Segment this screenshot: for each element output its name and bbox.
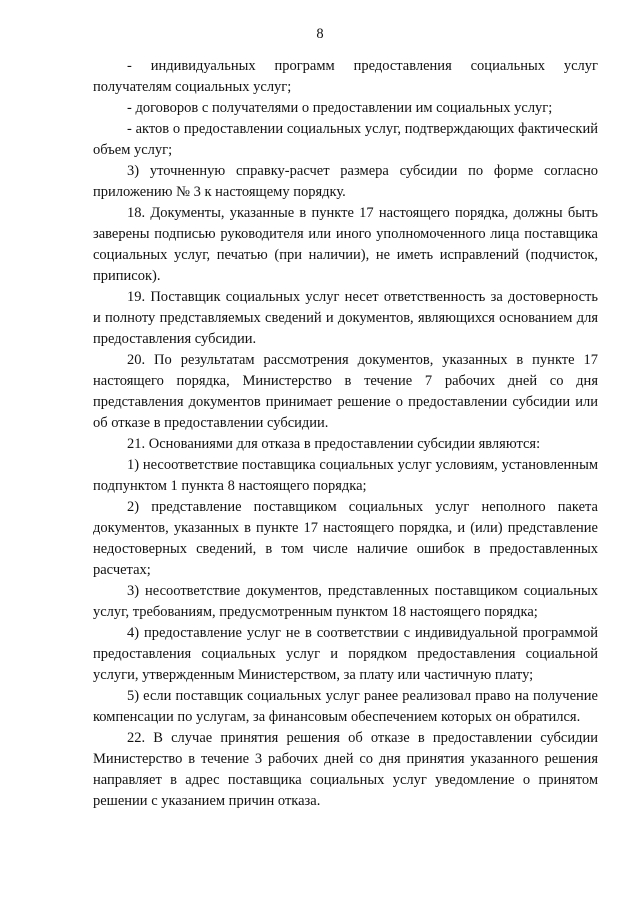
document-body [93,56,598,812]
clause-21: 21. Основаниями для отказа в предоставлении субсидии являются: [127,436,541,452]
clause-21-item-2: 2) представление поставщиком социальных услуг неполного пакета документов, указанных в пункте 17 настоящего порядка, и (или) представление недостоверных сведений, в том числе наличие ошибок в предоставленных расчетах; [93,499,598,578]
list-item-contracts: - договоров с получателями о предоставлении им социальных услуг; [127,100,553,116]
clause-21-item-1: 1) несоответствие поставщика социальных услуг условиям, установленным подпунктом 1 пункта 8 настоящего порядка; [93,457,598,494]
clause-21-item-5: 5) если поставщик социальных услуг ранее реализовал право на получение компенсации по услугам, за финансовым обеспечением которых он обратился. [93,688,598,725]
clause-20: 20. По результатам рассмотрения документов, указанных в пункте 17 настоящего порядка, Министерство в течение 7 рабочих дней со дня представления документов принимает решение о предоставлении субсидии или об отказе в предоставлении субсидии. [93,352,598,431]
page-number: 8 [316,26,324,42]
clause-19: 19. Поставщик социальных услуг несет ответственность за достоверность и полноту представляемых сведений и документов, являющихся основанием для предоставления субсидии. [93,289,598,347]
clause-21-item-4: 4) предоставление услуг не в соответствии с индивидуальной программой предоставления социальных услуг и порядком предоставления социальной услуги, утвержденным Министерством, за плату или частичную плату; [93,625,598,683]
clause-21-item-3: 3) несоответствие документов, представленных поставщиком социальных услуг, требованиям, предусмотренным пунктом 18 настоящего порядка; [93,583,598,620]
list-item-subsidy-calculation: 3) уточненную справку-расчет размера субсидии по форме согласно приложению № 3 к настоящему порядку. [93,163,598,200]
list-item-individual-programs: - индивидуальных программ предоставления социальных услуг получателям социальных услуг; [93,58,598,95]
clause-22: 22. В случае принятия решения об отказе в предоставлении субсидии Министерство в течение 3 рабочих дней со дня принятия указанного решения направляет в адрес поставщика социальных услуг уведомление о принятом решении с указанием причин отказа. [93,730,598,809]
clause-18: 18. Документы, указанные в пункте 17 настоящего порядка, должны быть заверены подписью руководителя или иного уполномоченного лица поставщика социальных услуг, печатью (при наличии), не иметь исправлений (подчисток, приписок). [93,205,598,284]
list-item-acts: - актов о предоставлении социальных услуг, подтверждающих фактический объем услуг; [93,121,598,158]
